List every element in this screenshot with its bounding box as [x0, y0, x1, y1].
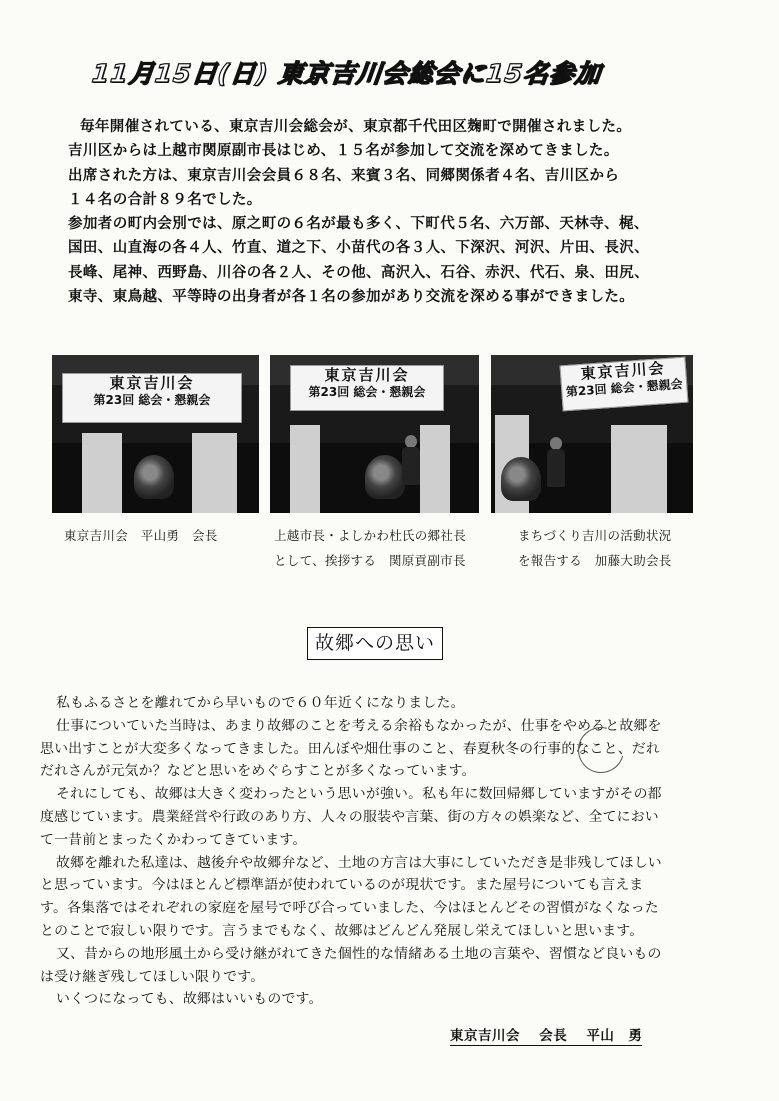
banner-line-1: 東京吉川会: [580, 359, 667, 383]
banner-line-2: 第23回 総会・懇親会: [93, 392, 211, 407]
photo-panel: [192, 433, 237, 513]
flower-arrangement: [501, 457, 541, 501]
report-line: 長峰、尾神、西野島、川谷の各２人、その他、高沢入、石谷、赤沢、代石、泉、田尻、: [68, 264, 650, 281]
essay-line: と思っています。今はほとんど標準語が使われているのが現状です。また屋号についても言えま: [40, 877, 644, 894]
event-photo-2: [270, 355, 479, 513]
essay-line: は受け継ぎ残してほしい限りです。: [40, 968, 265, 985]
caption-line: まちづくり吉川の活動状況: [518, 528, 672, 543]
report-line: 参加者の町内会別では、原之町の６名が最も多く、下町代５名、六万部、天林寺、梶、: [68, 216, 649, 233]
essay-line: 仕事についていた当時は、あまり故郷のことを考える余裕もなかったが、仕事をやめると故郷を: [56, 717, 662, 734]
signature-org: 東京吉川会: [450, 1028, 520, 1044]
headline: 11月15日(日) 東京吉川会総会に15名参加: [90, 59, 603, 88]
report-body: [62, 115, 732, 309]
photo-panel: [611, 425, 667, 513]
report-line: 国田、山直海の各４人、竹直、道之下、小苗代の各３人、下深沢、河沢、片田、長沢、: [68, 240, 650, 257]
essay-line: とのことで寂しい限りです。言うまでもなく、故郷はどんどん発展し栄えてほしいと思います。: [40, 922, 644, 939]
section-title: 故郷への思い: [307, 627, 443, 660]
photo-banner: [290, 365, 444, 411]
flower-arrangement: [134, 455, 174, 499]
essay-line: それにしても、故郷は大きく変わったという思いが強い。私も年に数回帰郷していますがその都: [56, 786, 662, 803]
essay-line: 故郷を離れた私達は、越後弁や故郷弁など、土地の方言は大事にしていただき是非残してほしい: [56, 854, 662, 871]
caption-line: を報告する 加藤大助会長: [518, 553, 672, 568]
caption-line: として、挨拶する 関原貢副市長: [274, 553, 466, 568]
banner-line-2: 第23回 総会・懇親会: [565, 376, 684, 399]
report-line: 毎年開催されている、東京吉川会総会が、東京都千代田区麹町で開催されました。: [80, 119, 632, 135]
photo-caption-2: [274, 523, 466, 573]
essay-line: 私もふるさとを離れてから早いもので６０年近くになりました。: [56, 695, 465, 711]
essay-body: [40, 692, 740, 1011]
event-photo-3: [491, 355, 693, 513]
banner-line-2: 第23回 総会・懇親会: [308, 384, 426, 399]
event-photo-1: [52, 355, 259, 513]
report-line: 出席された方は、東京吉川会会員６８名、来賓３名、同郷関係者４名、吉川区から: [68, 167, 620, 184]
report-line: 東寺、東鳥越、平等時の出身者が各１名の参加があり交流を深める事ができました。: [68, 289, 635, 306]
essay-line: いくつになっても、故郷はいいものです。: [56, 991, 323, 1008]
banner-line-1: 東京吉川会: [324, 366, 410, 384]
report-line: 吉川区からは上越市関原副市長はじめ、１５名が参加して交流を深めてきました。: [68, 143, 619, 160]
photo-caption-1: [64, 523, 218, 548]
photo-panel: [290, 425, 320, 513]
signature-role: 会長: [539, 1028, 568, 1044]
flower-arrangement: [365, 455, 405, 499]
essay-line: 又、昔からの地形風土から受け継がれてきた個性的な情緒ある土地の言葉や、習慣など良いもの: [56, 945, 662, 962]
photo-panel: [82, 433, 122, 513]
speaker-figure: [402, 435, 420, 485]
banner-line-1: 東京吉川会: [109, 374, 195, 392]
essay-line: だれさんが元気か？などと思いをめぐらすことが多くなっています。: [40, 763, 476, 780]
report-line: １４名の合計８９名でした。: [68, 191, 262, 208]
essay-line: す。各集落ではそれぞれの家庭を屋号で呼び合っていました、今はほとんどその習慣がなくなった: [40, 900, 659, 917]
essay-line: 度感じています。農業経営や行政のあり方、人々の服装や言葉、街の方々の娯楽など、全てにおい: [40, 808, 659, 825]
photo-caption-3: [518, 523, 672, 573]
caption-line: 上越市長・よしかわ杜氏の郷社長: [274, 528, 467, 543]
photo-panel: [420, 425, 450, 513]
essay-line: て一昔前とまったくかわってきています。: [40, 831, 307, 848]
speaker-figure: [547, 437, 565, 487]
photo-banner: [62, 373, 242, 423]
signature: [450, 1024, 642, 1046]
caption-line: 東京吉川会 平山勇 会長: [64, 528, 218, 543]
photo-banner: [560, 357, 689, 412]
signature-name: 平山 勇: [586, 1028, 643, 1044]
essay-line: 思い出すことが大変多くなってきました。田んぼや畑仕事のこと、春夏秋冬の行事的なこと、だれ: [40, 740, 660, 757]
